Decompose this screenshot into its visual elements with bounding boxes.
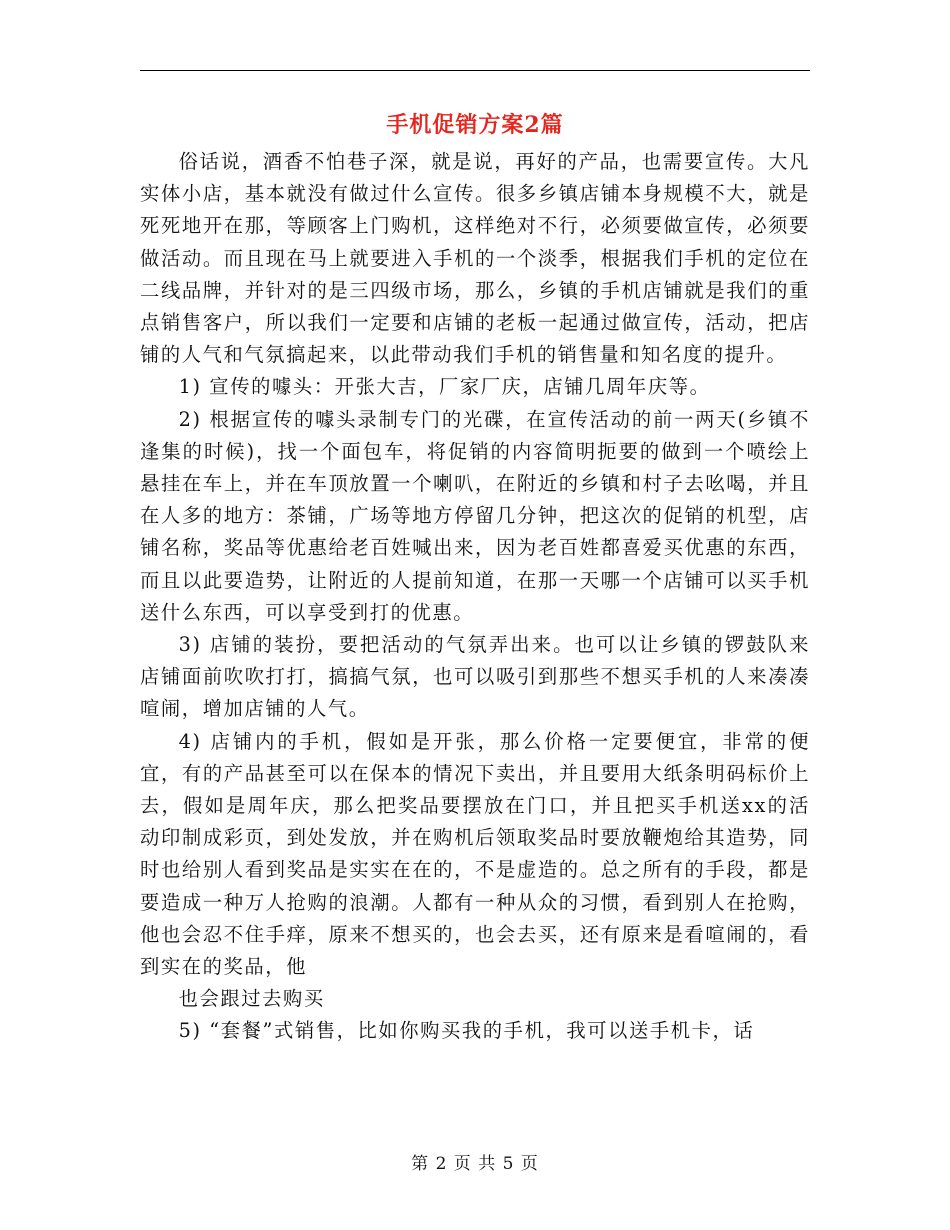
page-footer: 第 2 页 共 5 页 [411, 1154, 539, 1174]
document-body [140, 146, 810, 1048]
paragraph-item-3: 3) 店铺的装扮，要把活动的气氛弄出来。也可以让乡镇的锣鼓队来店铺面前吹吹打打，搞搞气氛，也可以吸引到那些不想买手机的人来凑凑喧闹，增加店铺的人气。 [140, 633, 810, 721]
document-title: 手机促销方案2篇 [386, 112, 564, 138]
paragraph-item-4: 4) 店铺内的手机，假如是开张，那么价格一定要便宜，非常的便宜，有的产品甚至可以在保本的情况下卖出，并且要用大纸条明码标价上去，假如是周年庆，那么把奖品要摆放在门口，并且把买手机送xx的活动印制成彩页，到处发放，并在购机后领取奖品时要放鞭炮给其造势，同时也给别人看到奖品是实实在在的，不是虚造的。总之所有的手段，都是要造成一种万人抢购的浪潮。人都有一种从众的习惯，看到别人在抢购，他也会忍不住手痒，原来不想买的，也会去买，还有原来是看喧闹的，看到实在的奖品，他 [140, 729, 810, 979]
paragraph-item-5: 5) “套餐”式销售，比如你购买我的手机，我可以送手机卡，话 [178, 1019, 755, 1043]
paragraph-item-2: 2) 根据宣传的噱头录制专门的光碟，在宣传活动的前一两天(乡镇不逢集的时候)，找一个面包车，将促销的内容简明扼要的做到一个喷绘上悬挂在车上，并在车顶放置一个喇叭，在附近的乡镇和村子去吆喝，并且在人多的地方：茶铺，广场等地方停留几分钟，把这次的促销的机型，店铺名称，奖品等优惠给老百姓喊出来，因为老百姓都喜爱买优惠的东西，而且以此要造势，让附近的人提前知道，在那一天哪一个店铺可以买手机送什么东西，可以享受到打的优惠。 [140, 407, 810, 624]
paragraph-intro: 俗话说，酒香不怕巷子深，就是说，再好的产品，也需要宣传。大凡实体小店，基本就没有做过什么宣传。很多乡镇店铺本身规模不大，就是死死地开在那，等顾客上门购机，这样绝对不行，必须要做宣传，必须要做活动。而且现在马上就要进入手机的一个淡季，根据我们手机的定位在二线品牌，并针对的是三四级市场，那么，乡镇的手机店铺就是我们的重点销售客户，所以我们一定要和店铺的老板一起通过做宣传，活动，把店铺的人气和气氛搞起来，以此带动我们手机的销售量和知名度的提升。 [140, 150, 810, 367]
paragraph-item-1: 1) 宣传的噱头：开张大吉，厂家厂庆，店铺几周年庆等。 [178, 375, 711, 399]
header-rule [140, 70, 810, 71]
paragraph-item-4-continued: 也会跟过去购买 [178, 987, 325, 1011]
